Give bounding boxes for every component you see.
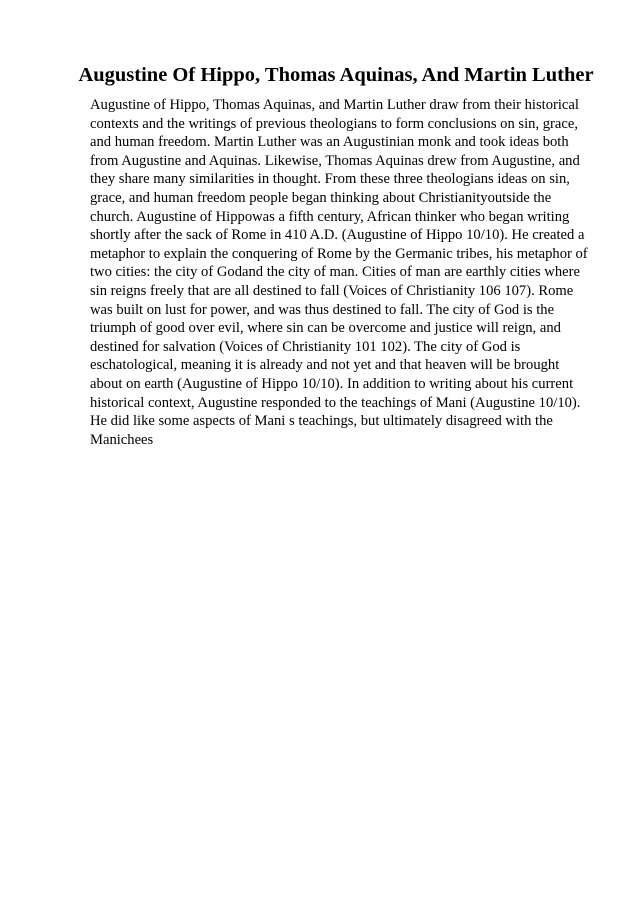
text-line: from Augustine and Aquinas. Likewise, Thomas Aquinas drew from Augustine, and: [90, 152, 580, 169]
text-line: contexts and the writings of previous theologians to form conclusions on sin, grace,: [90, 115, 578, 132]
text-line: triumph of good over evil, where sin can be overcome and justice will reign, and: [90, 320, 561, 337]
document-title: Augustine Of Hippo, Thomas Aquinas, And Martin Luther: [78, 64, 594, 86]
text-line: shortly after the sack of Rome in 410 A.D. (Augustine of Hippo 10/10). He created a: [90, 227, 585, 244]
text-line: sin reigns freely that are all destined to fall (Voices of Christianity 106 107). Rome: [90, 282, 574, 299]
text-line: was built on lust for power, and was thus destined to fall. The city of God is the: [90, 301, 555, 318]
text-line: Augustine of Hippo, Thomas Aquinas, and Martin Luther draw from their historical: [90, 97, 579, 113]
text-line: eschatological, meaning it is already and not yet and that heaven will be brought: [90, 357, 560, 374]
text-line: grace, and human freedom people began thinking about Christianityoutside the: [90, 189, 552, 206]
text-line: historical context, Augustine responded to the teachings of Mani (Augustine 10/10).: [90, 394, 581, 411]
text-line: He did like some aspects of Mani s teachings, but ultimately disagreed with the: [90, 413, 553, 430]
text-line: and human freedom. Martin Luther was an Augustinian monk and took ideas both: [90, 134, 569, 151]
text-line: church. Augustine of Hippowas a fifth century, African thinker who began writing: [90, 208, 570, 225]
text-line: metaphor to explain the conquering of Rome by the Germanic tribes, his metaphor of: [90, 245, 588, 262]
text-line: destined for salvation (Voices of Christianity 101 102). The city of God is: [90, 338, 521, 355]
text-line: they share many similarities in thought. From these three theologians ideas on sin,: [90, 171, 570, 188]
body-paragraph: [90, 96, 600, 449]
text-line: two cities: the city of Godand the city of man. Cities of man are earthly cities where: [90, 264, 580, 281]
text-line: Manichees: [90, 431, 154, 448]
text-line: about on earth (Augustine of Hippo 10/10). In addition to writing about his current: [90, 375, 574, 392]
